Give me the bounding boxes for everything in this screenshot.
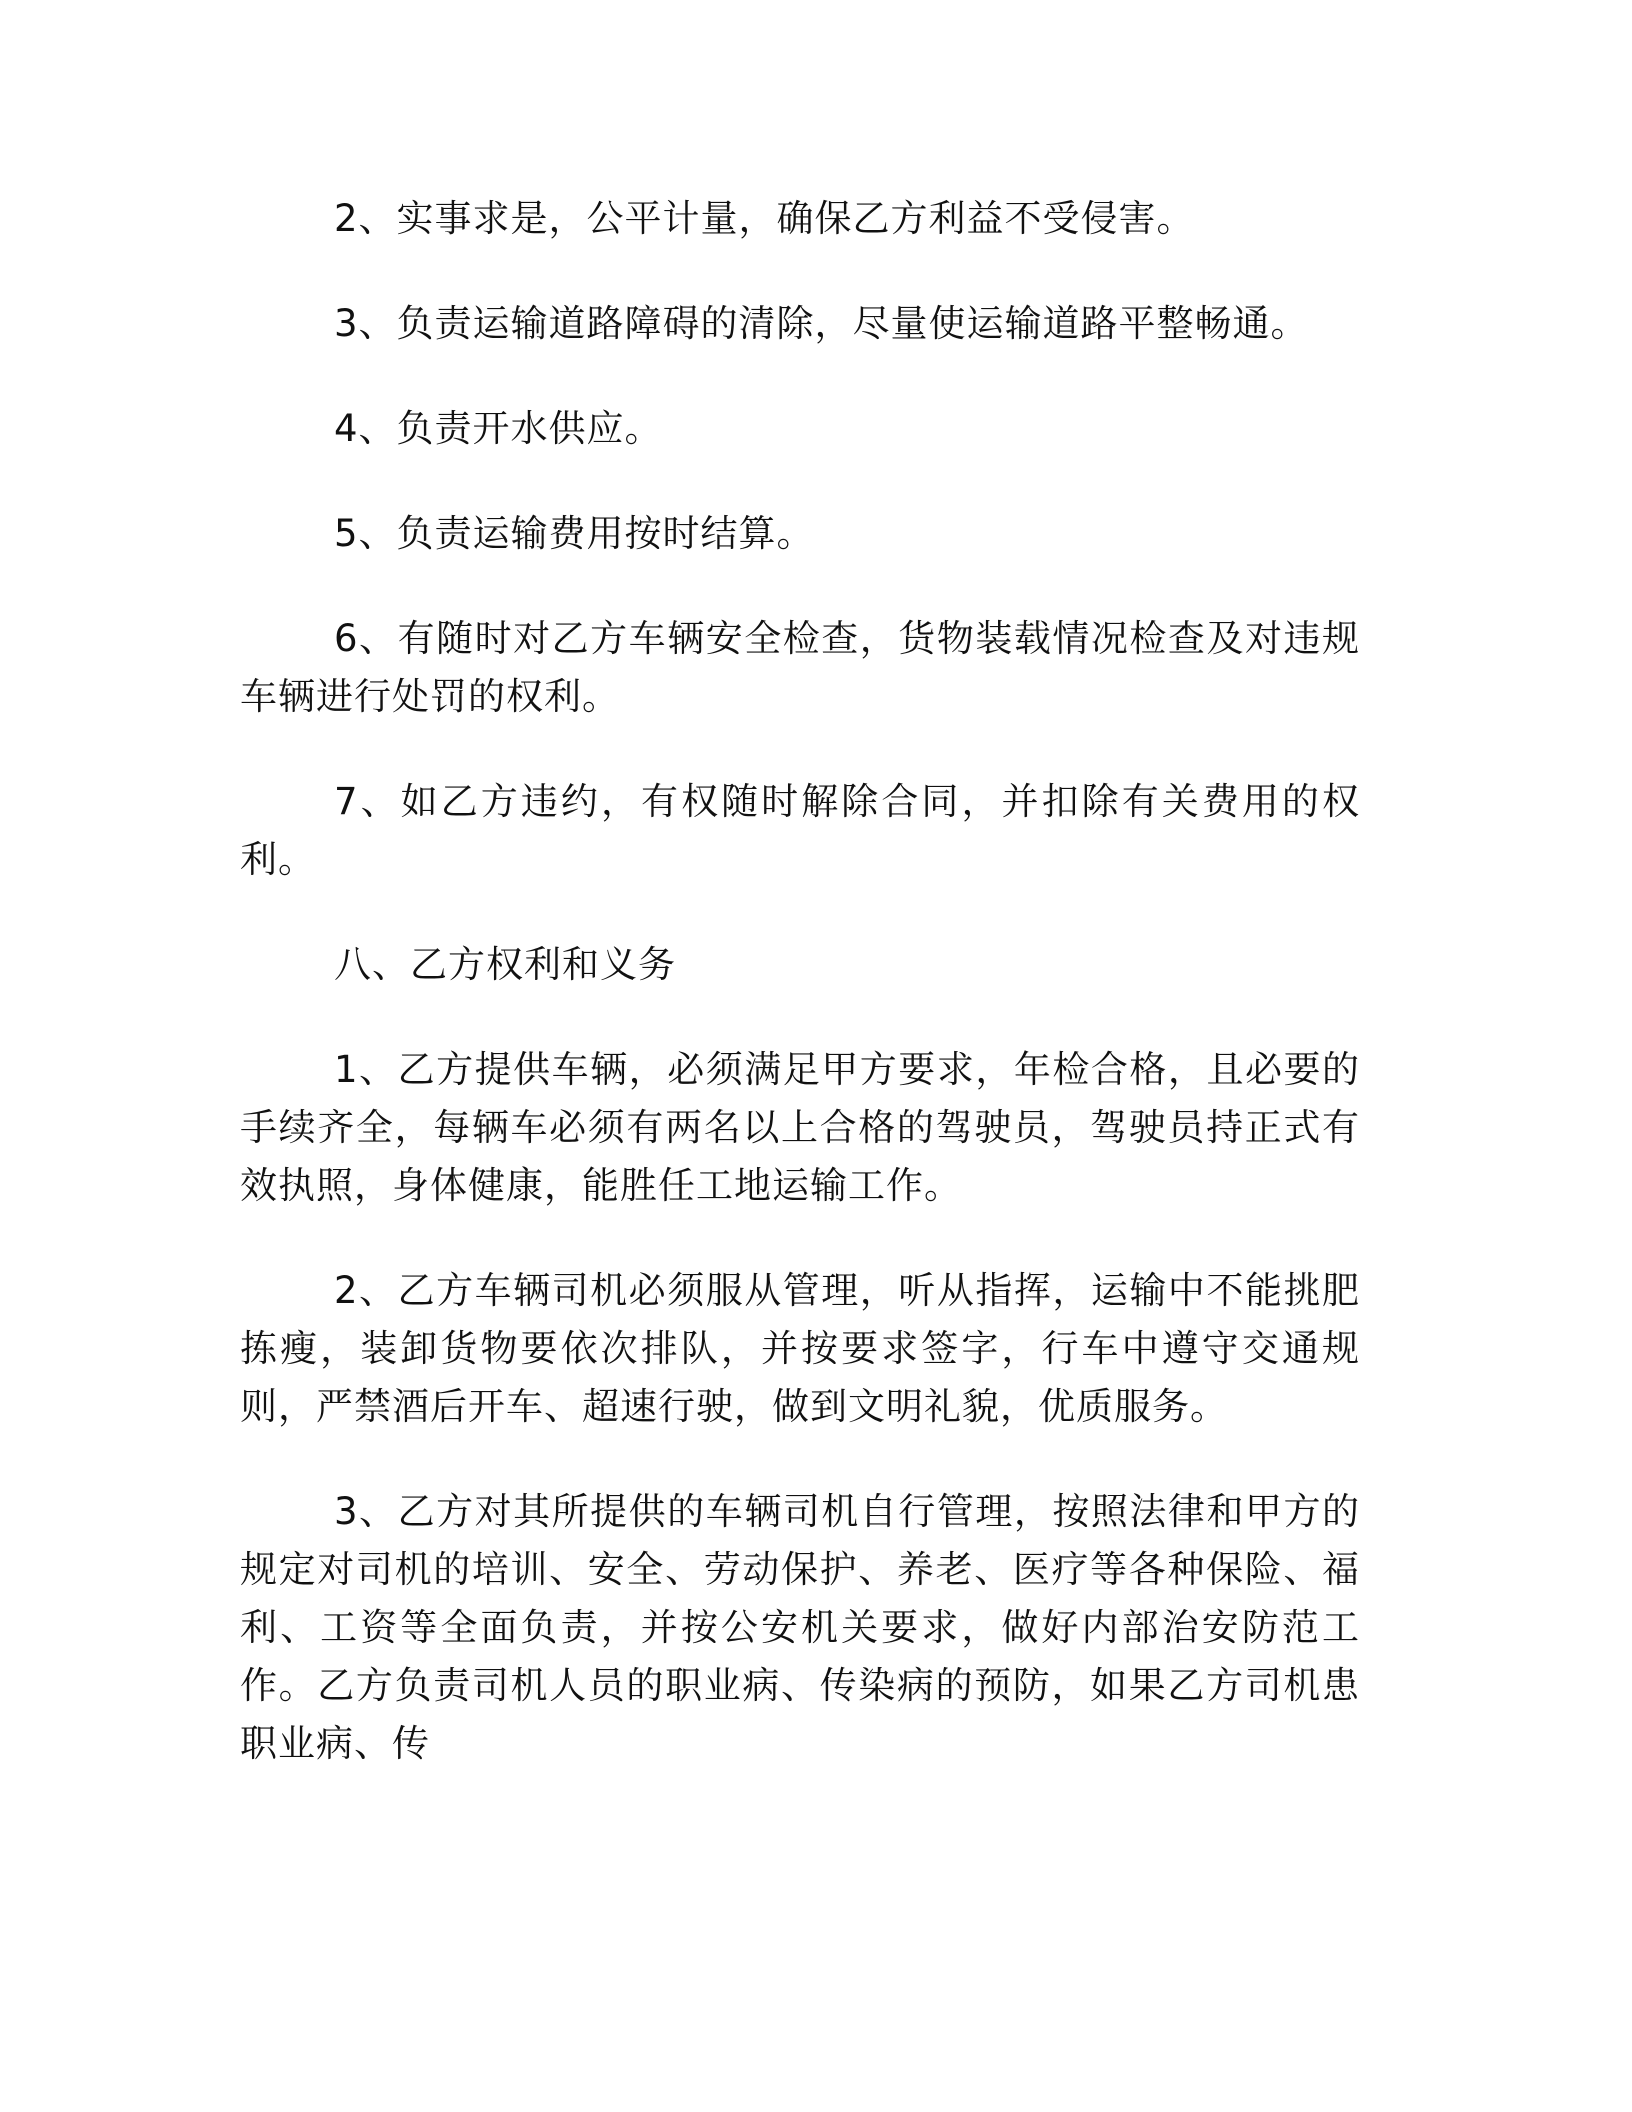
- document-page: [240, 190, 1360, 1773]
- clause-3-road-clearance: 3、负责运输道路障碍的清除，尽量使运输道路平整畅通。: [334, 302, 1309, 345]
- clause-7-termination-right: 7、如乙方违约，有权随时解除合同，并扣除有关费用的权利。: [240, 780, 1360, 881]
- clause-4-water-supply: 4、负责开水供应。: [334, 407, 663, 450]
- party-b-clause-2-drivers: 2、乙方车辆司机必须服从管理，听从指挥，运输中不能挑肥拣瘦，装卸货物要依次排队，并按要求签字，行车中遵守交通规则，严禁酒后开车、超速行驶，做到文明礼貌，优质服务。: [240, 1269, 1360, 1428]
- clause-2-fair-measurement: 2、实事求是，公平计量，确保乙方利益不受侵害。: [334, 197, 1195, 240]
- party-b-clause-3-management: 3、乙方对其所提供的车辆司机自行管理，按照法律和甲方的规定对司机的培训、安全、劳动保护、养老、医疗等各种保险、福利、工资等全面负责，并按公安机关要求，做好内部治安防范工作。乙方负责司机人员的职业病、传染病的预防，如果乙方司机患职业病、传: [240, 1490, 1360, 1765]
- party-b-clause-1-vehicles: 1、乙方提供车辆，必须满足甲方要求，年检合格，且必要的手续齐全，每辆车必须有两名以上合格的驾驶员，驾驶员持正式有效执照，身体健康，能胜任工地运输工作。: [240, 1048, 1360, 1207]
- clause-5-fee-settlement: 5、负责运输费用按时结算。: [334, 512, 815, 555]
- section-heading-party-b-rights: 八、乙方权利和义务: [334, 943, 676, 986]
- clause-6-inspection-right: 6、有随时对乙方车辆安全检查，货物装载情况检查及对违规车辆进行处罚的权利。: [240, 617, 1360, 718]
